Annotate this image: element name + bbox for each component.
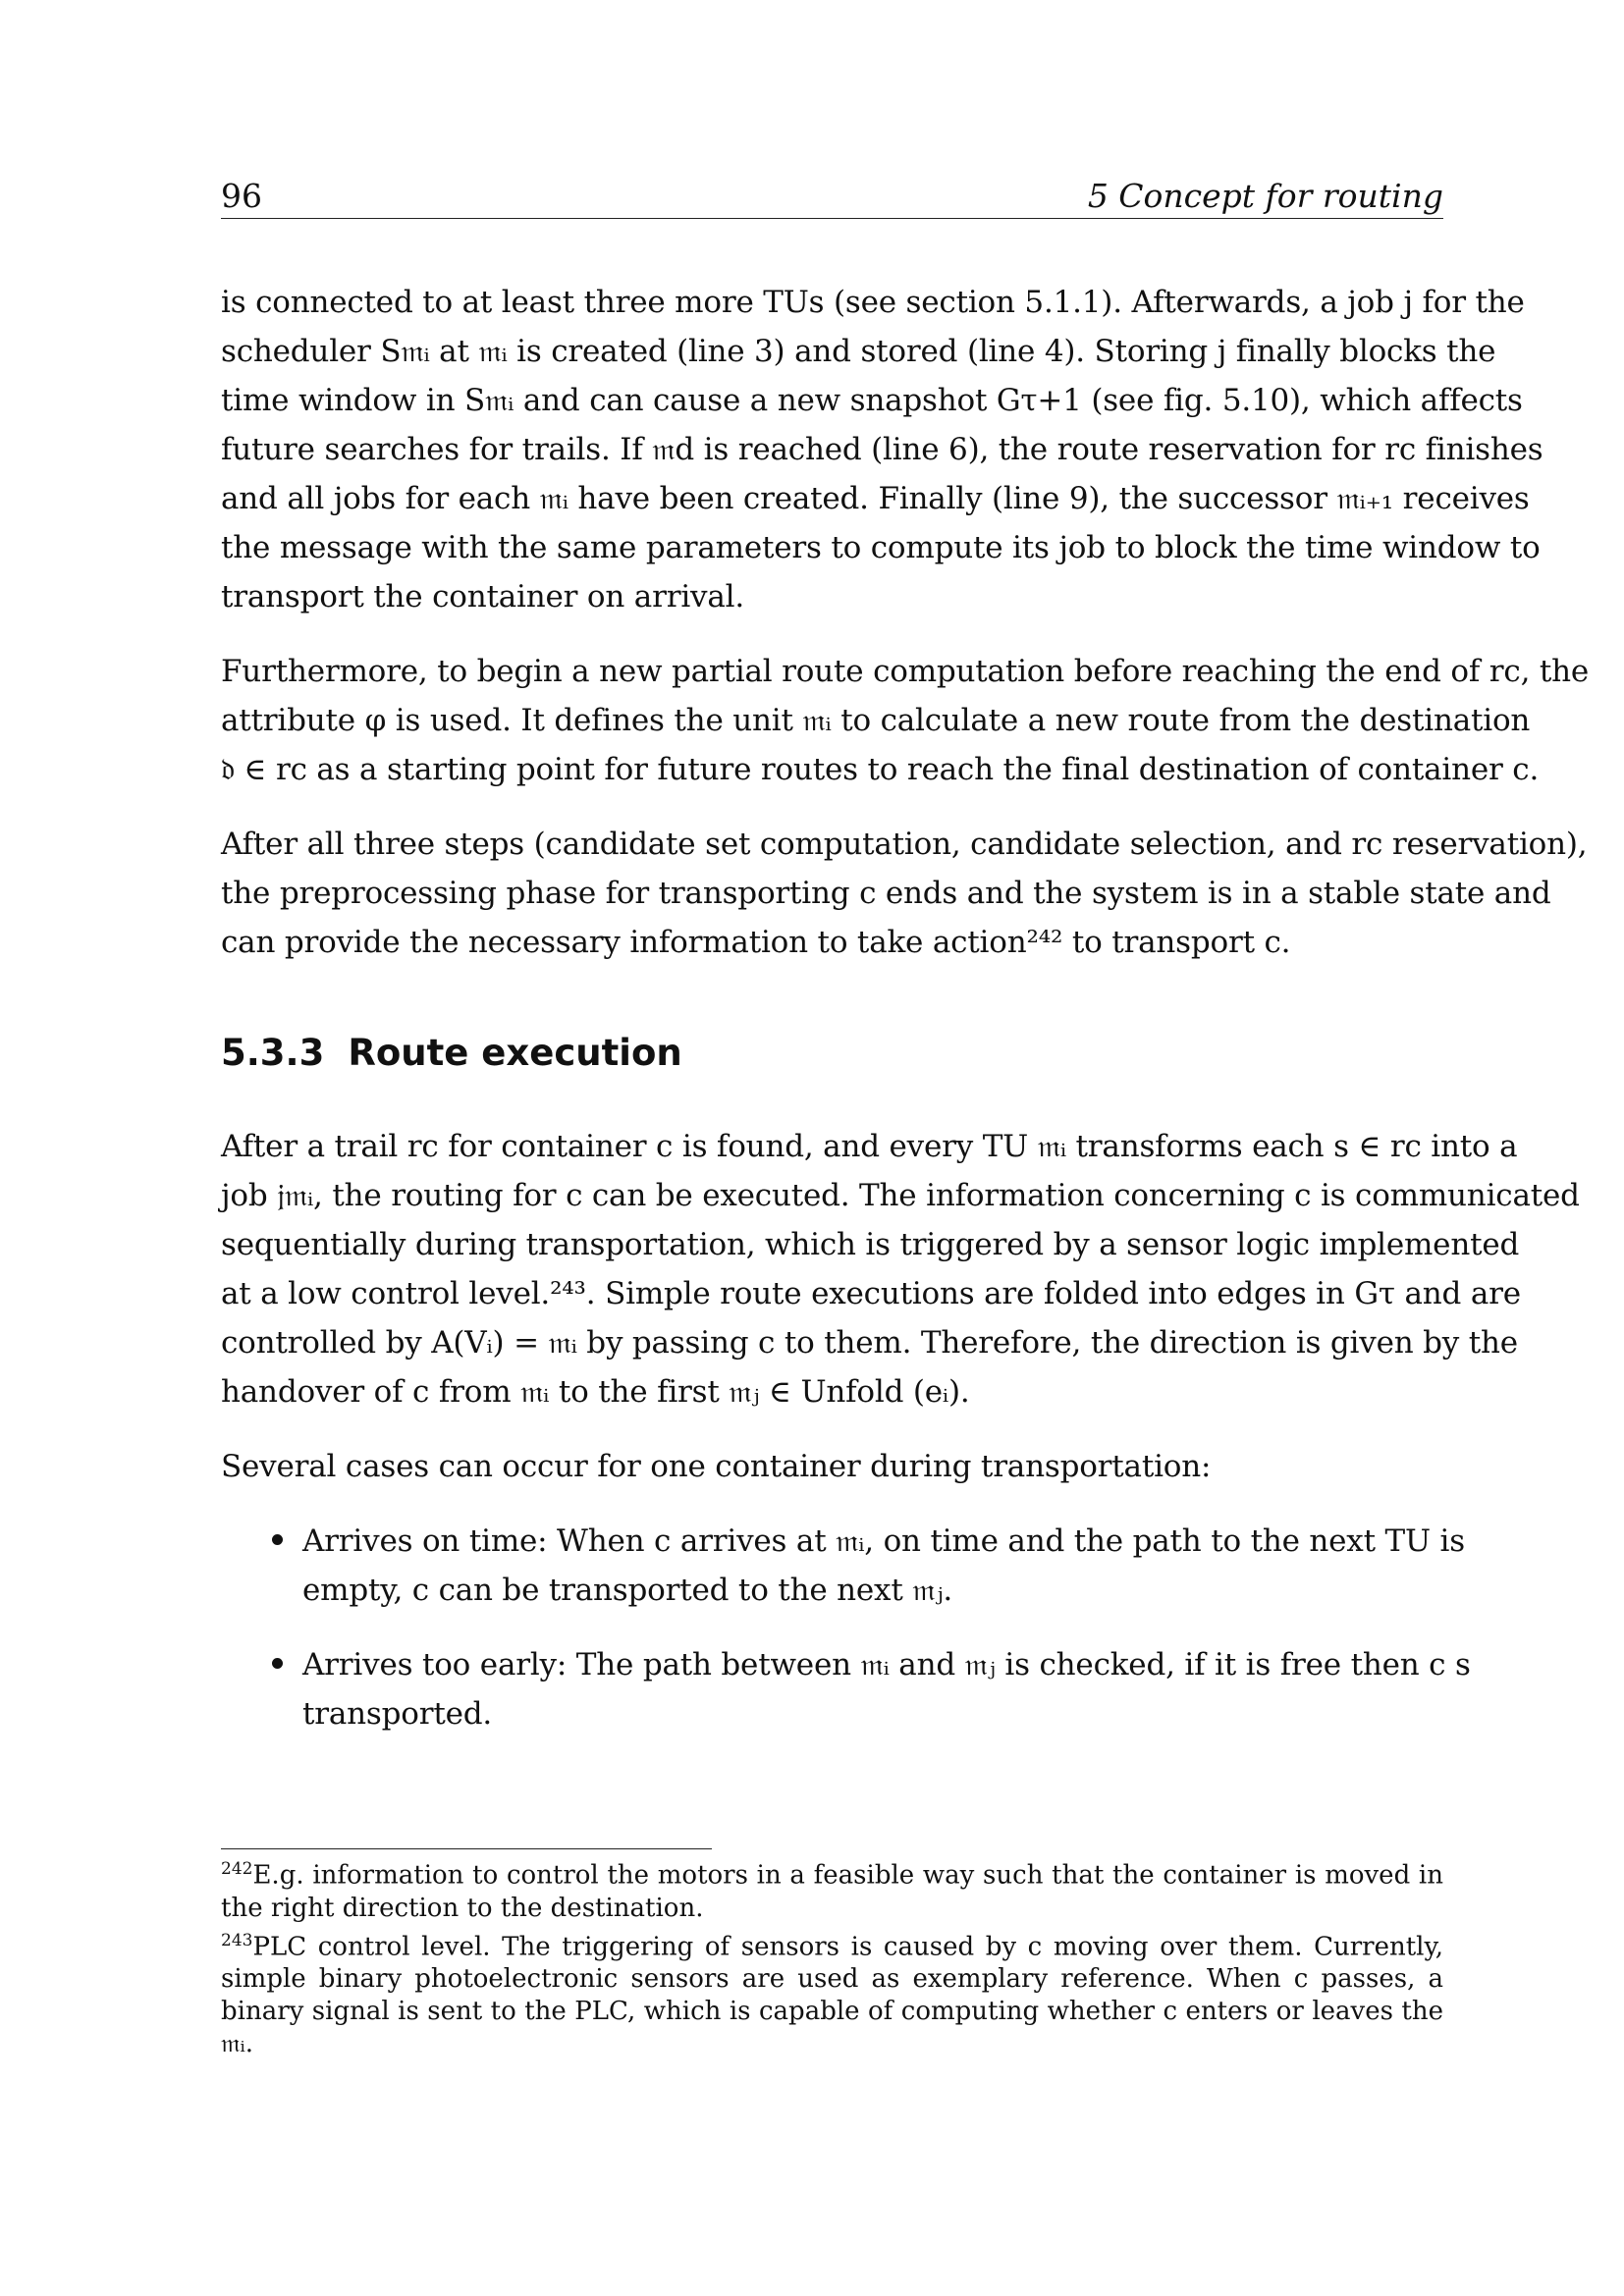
- footnote-marker: 243: [221, 1930, 253, 1950]
- text-line: Furthermore, to begin a new partial route computation before reaching the end of rc, the: [221, 654, 1590, 689]
- text-line: After a trail rc for container c is found, and every TU 𝔪ᵢ transforms each s ∈ rc into a: [221, 1129, 1518, 1164]
- text-line: transport the container on arrival.: [221, 579, 745, 614]
- text-line: the preprocessing phase for transporting c ends and the system is in a stable state and: [221, 876, 1551, 911]
- bullet-icon: [272, 1534, 283, 1545]
- footnote-marker: 242: [221, 1859, 253, 1879]
- text-line: transported.: [302, 1696, 493, 1732]
- page-number: 96: [221, 177, 262, 215]
- section-number: 5.3.3: [221, 1032, 325, 1074]
- footnote-divider: [221, 1848, 712, 1849]
- text-line: 𝔡 ∈ rc as a starting point for future routes to reach the final destination of container c.: [221, 752, 1540, 787]
- paragraph-partial-route: [221, 647, 1590, 794]
- text-line: Several cases can occur for one container during transportation:: [221, 1449, 1212, 1484]
- text-line: attribute φ is used. It defines the unit 𝔪ᵢ to calculate a new route from the destination: [221, 703, 1531, 738]
- list-item: [221, 1517, 1465, 1615]
- text-line: time window in S𝔪ᵢ and can cause a new snapshot Gτ+1 (see fig. 5.10), which affects: [221, 383, 1523, 418]
- cases-list: [221, 1517, 1471, 1738]
- text-line: Arrives on time: When c arrives at 𝔪ᵢ, on time and the path to the next TU is: [302, 1523, 1465, 1559]
- text-line: and all jobs for each 𝔪ᵢ have been created. Finally (line 9), the successor 𝔪ᵢ₊₁ receives: [221, 481, 1530, 516]
- chapter-title: 5 Concept for routing: [1087, 177, 1443, 215]
- section-heading: [221, 1032, 1443, 1075]
- text-line: scheduler S𝔪ᵢ at 𝔪ᵢ is created (line 3) and stored (line 4). Storing j finally blocks the: [221, 334, 1496, 369]
- text-line: handover of c from 𝔪ᵢ to the first 𝔪ⱼ ∈ Unfold (eᵢ).: [221, 1374, 970, 1410]
- paragraph-job-creation: [221, 278, 1543, 621]
- text-line: is connected to at least three more TUs (see section 5.1.1). Afterwards, a job j for the: [221, 285, 1525, 320]
- main-text: [221, 278, 1590, 1764]
- footnote-242: [221, 1853, 1443, 1925]
- footnote-text: E.g. information to control the motors in a feasible way such that the container is moved in the right direction to the destination.: [221, 1860, 1443, 1923]
- text-line: can provide the necessary information to take action²⁴² to transport c.: [221, 925, 1291, 960]
- text-line: Arrives too early: The path between 𝔪ᵢ and 𝔪ⱼ is checked, if it is free then c s: [302, 1647, 1471, 1682]
- running-header: [221, 175, 1443, 219]
- footnotes: [221, 1853, 1443, 2060]
- section-title: Route execution: [348, 1032, 682, 1074]
- paragraph-preprocessing: [221, 820, 1588, 967]
- bullet-icon: [272, 1658, 283, 1669]
- paragraph-cases-intro: [221, 1442, 1443, 1491]
- text-line: sequentially during transportation, which is triggered by a sensor logic implemented: [221, 1227, 1520, 1262]
- footnote-text: PLC control level. The triggering of sensors is caused by c moving over them. Currently, simple binary photoelectronic sensors are used as exemplary reference. When c passes, a binary signal is sent to the PLC, which is capable of computing whether c enters or leaves the 𝔪ᵢ.: [221, 1932, 1443, 2059]
- list-item: [221, 1640, 1471, 1738]
- text-line: at a low control level.²⁴³. Simple route executions are folded into edges in Gτ and are: [221, 1276, 1521, 1311]
- text-line: controlled by A(Vᵢ) = 𝔪ᵢ by passing c to them. Therefore, the direction is given by the: [221, 1325, 1518, 1361]
- text-line: future searches for trails. If 𝔪d is reached (line 6), the route reservation for rc finishes: [221, 432, 1543, 467]
- footnote-243: [221, 1925, 1443, 2061]
- text-line: empty, c can be transported to the next 𝔪ⱼ.: [302, 1573, 952, 1608]
- text-line: the message with the same parameters to compute its job to block the time window to: [221, 530, 1541, 565]
- paragraph-route-execution: [221, 1122, 1580, 1416]
- text-line: job 𝔧𝔪ᵢ, the routing for c can be executed. The information concerning c is communicated: [221, 1178, 1580, 1213]
- text-line: After all three steps (candidate set computation, candidate selection, and rc reservation),: [221, 827, 1588, 862]
